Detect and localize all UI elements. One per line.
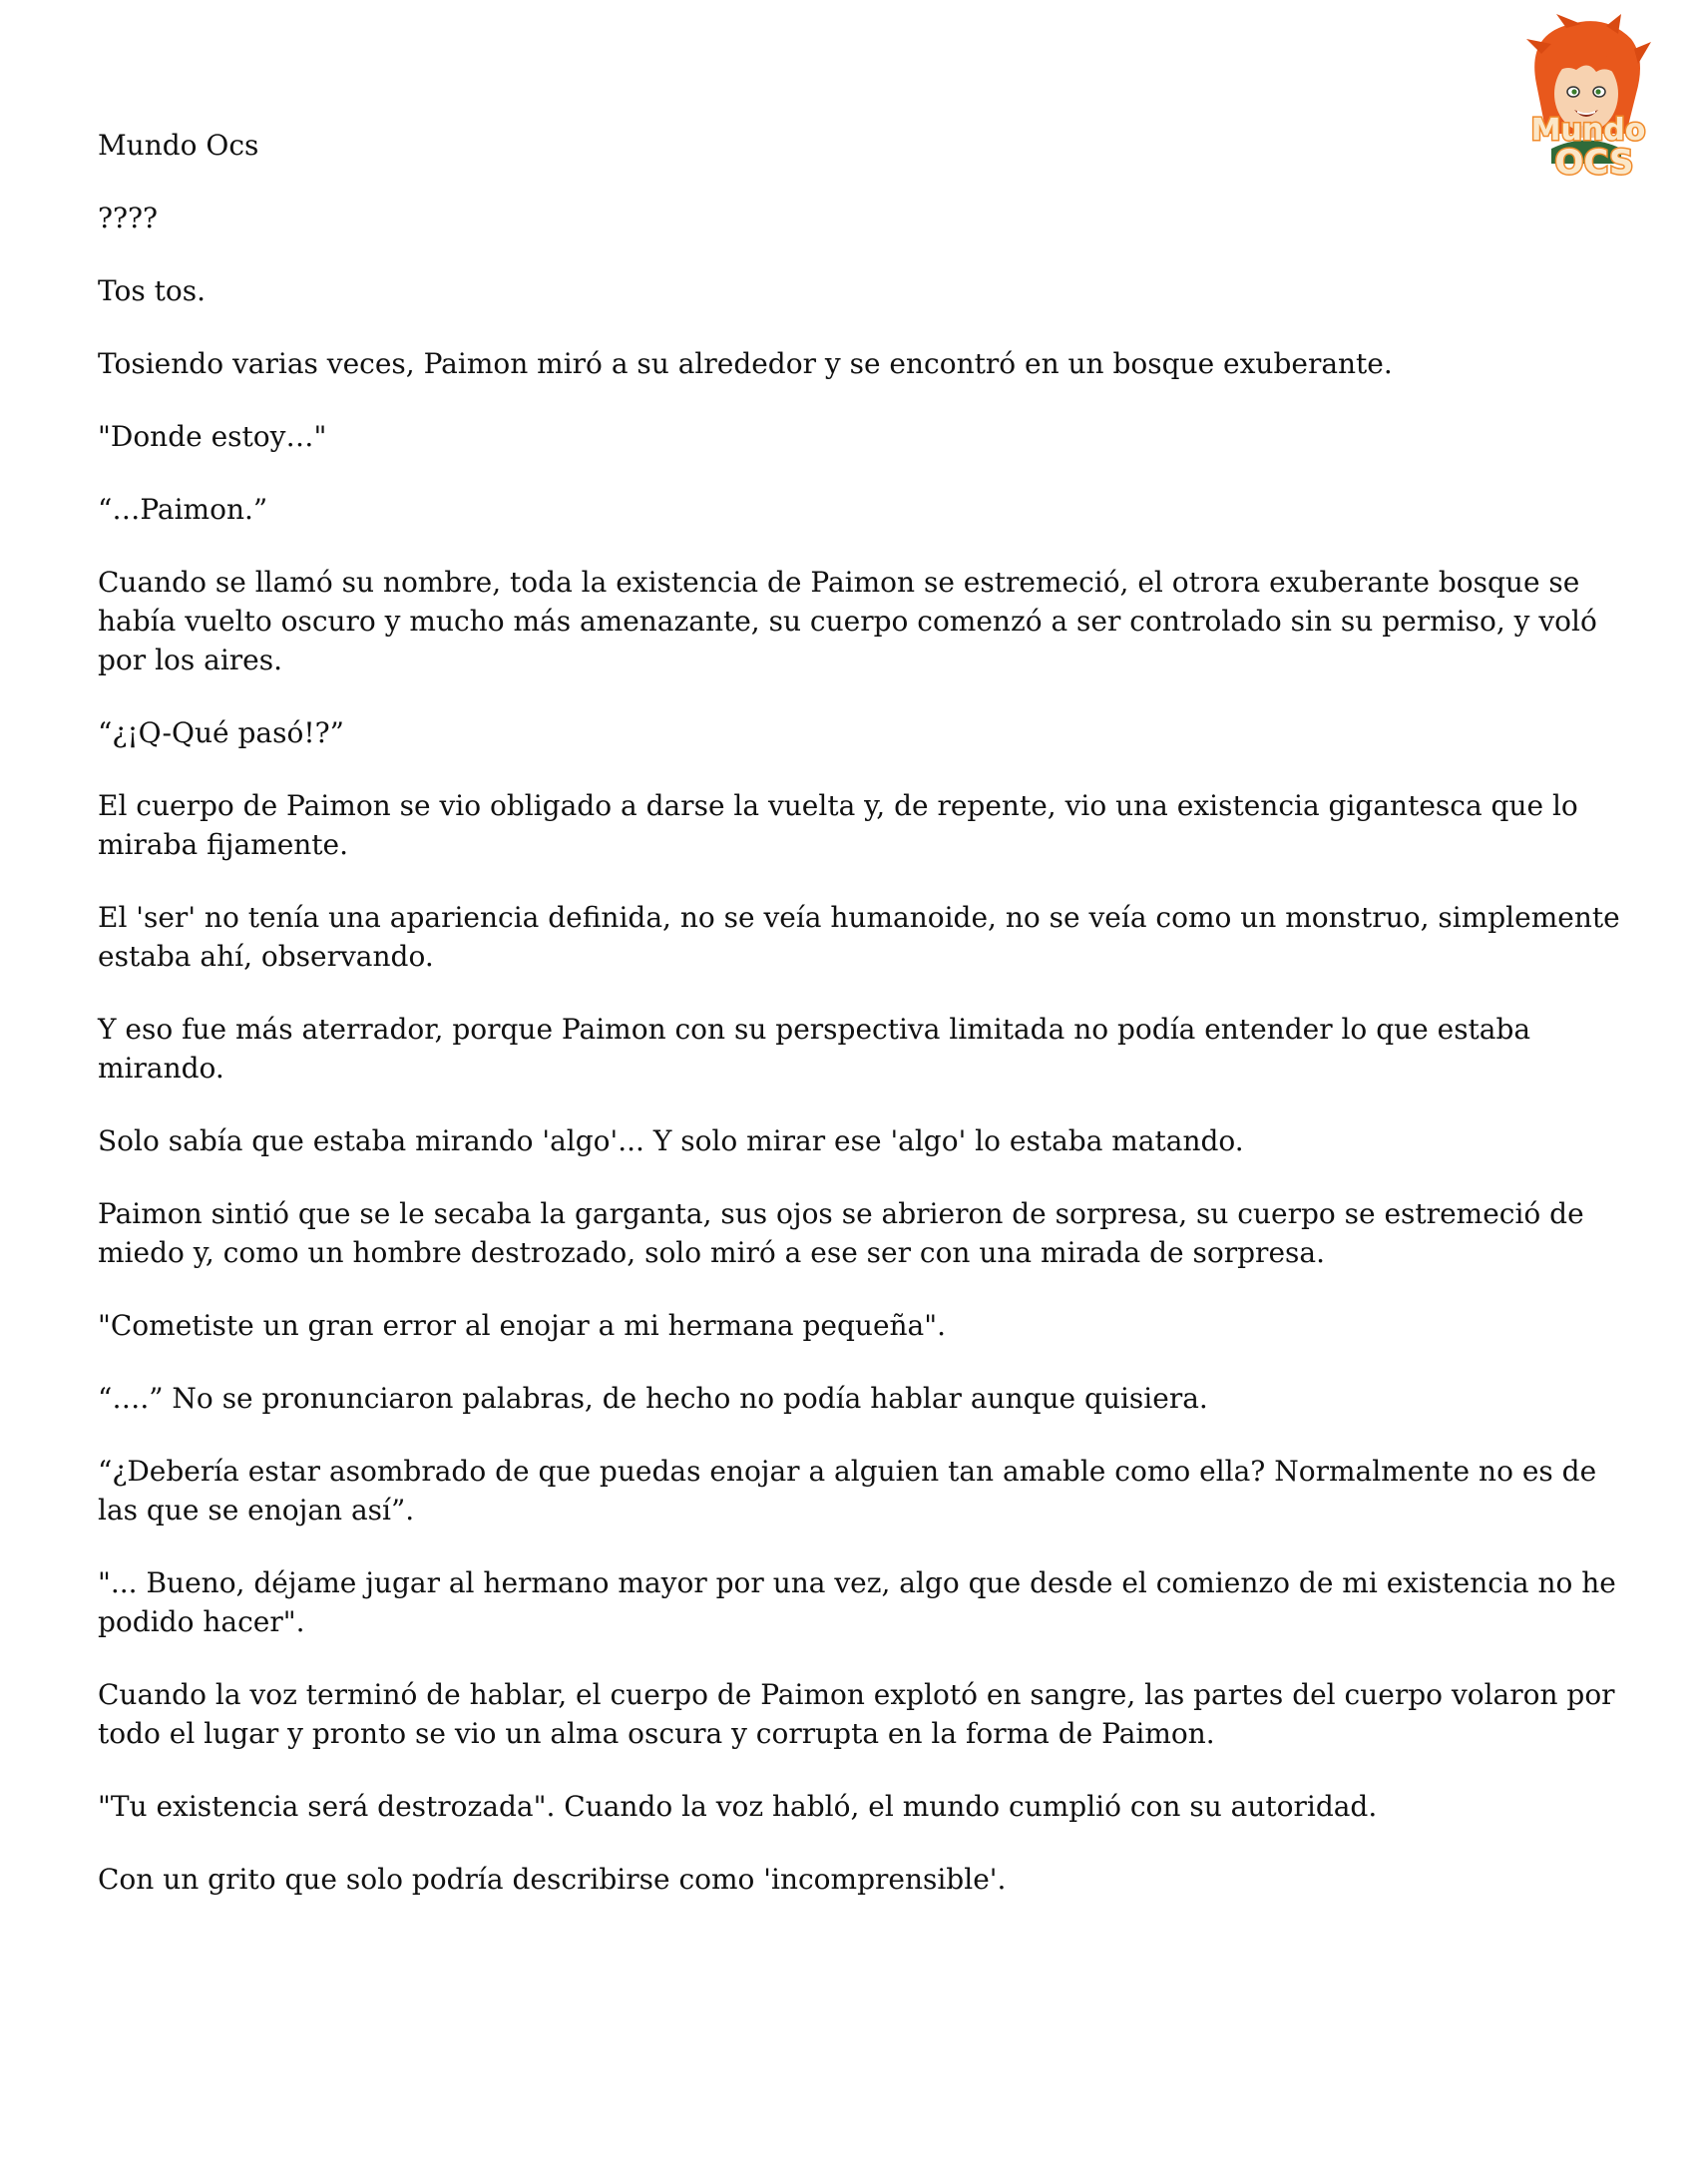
doc-paragraph: Paimon sintió que se le secaba la garganta, sus ojos se abrieron de sorpresa, su cuerpo se estremeció de miedo y, como un hombre destrozado, solo miró a ese ser con una mirada de sorpresa. xyxy=(98,1197,1584,1269)
doc-paragraph: “….” No se pronunciaron palabras, de hecho no podía hablar aunque quisiera. xyxy=(98,1382,1208,1415)
doc-paragraph: Cuando se llamó su nombre, toda la existencia de Paimon se estremeció, el otrora exuberante bosque se había vuelto oscuro y mucho más amenazante, su cuerpo comenzó a ser controlado sin su permiso, y voló por los aires. xyxy=(98,566,1597,676)
doc-paragraph: "... Bueno, déjame jugar al hermano mayor por una vez, algo que desde el comienzo de mi existencia no he podido hacer". xyxy=(98,1566,1616,1638)
doc-paragraph: Con un grito que solo podría describirse como 'incomprensible'. xyxy=(98,1863,1007,1896)
doc-paragraph: El cuerpo de Paimon se vio obligado a darse la vuelta y, de repente, vio una existencia gigantesca que lo miraba fijamente. xyxy=(98,789,1578,861)
doc-paragraph: Y eso fue más aterrador, porque Paimon con su perspectiva limitada no podía entender lo que estaba mirando. xyxy=(98,1013,1531,1085)
doc-paragraph: ???? xyxy=(98,202,159,234)
doc-paragraph: El 'ser' no tenía una apariencia definida, no se veía humanoide, no se veía como un monstruo, simplemente estaba ahí, observando. xyxy=(98,901,1620,973)
doc-paragraph: Solo sabía que estaba mirando 'algo'... Y solo mirar ese 'algo' lo estaba matando. xyxy=(98,1124,1244,1157)
doc-paragraph: “…Paimon.” xyxy=(98,493,268,526)
doc-paragraph: “¿¡Q-Qué pasó!?” xyxy=(98,716,344,749)
doc-paragraph: “¿Debería estar asombrado de que puedas enojar a alguien tan amable como ella? Normalmente no es de las que se enojan así”. xyxy=(98,1455,1597,1527)
doc-paragraph: "Donde estoy…" xyxy=(98,420,327,453)
doc-paragraph: Tos tos. xyxy=(98,274,207,307)
document-body xyxy=(98,126,1634,1933)
doc-paragraph: Cuando la voz terminó de hablar, el cuerpo de Paimon explotó en sangre, las partes del cuerpo volaron por todo el lugar y pronto se vio un alma oscura y corrupta en la forma de Paimon. xyxy=(98,1678,1615,1750)
doc-paragraph: "Tu existencia será destrozada". Cuando la voz habló, el mundo cumplió con su autoridad. xyxy=(98,1790,1378,1823)
doc-paragraph: "Cometiste un gran error al enojar a mi hermana pequeña". xyxy=(98,1309,947,1342)
doc-paragraph: Tosiendo varias veces, Paimon miró a su alrededor y se encontró en un bosque exuberante. xyxy=(98,347,1393,380)
logo-text-mundo: Mundo xyxy=(1530,113,1646,148)
doc-heading: Mundo Ocs xyxy=(98,129,259,162)
logo-text-ocs: OCS xyxy=(1554,143,1634,183)
